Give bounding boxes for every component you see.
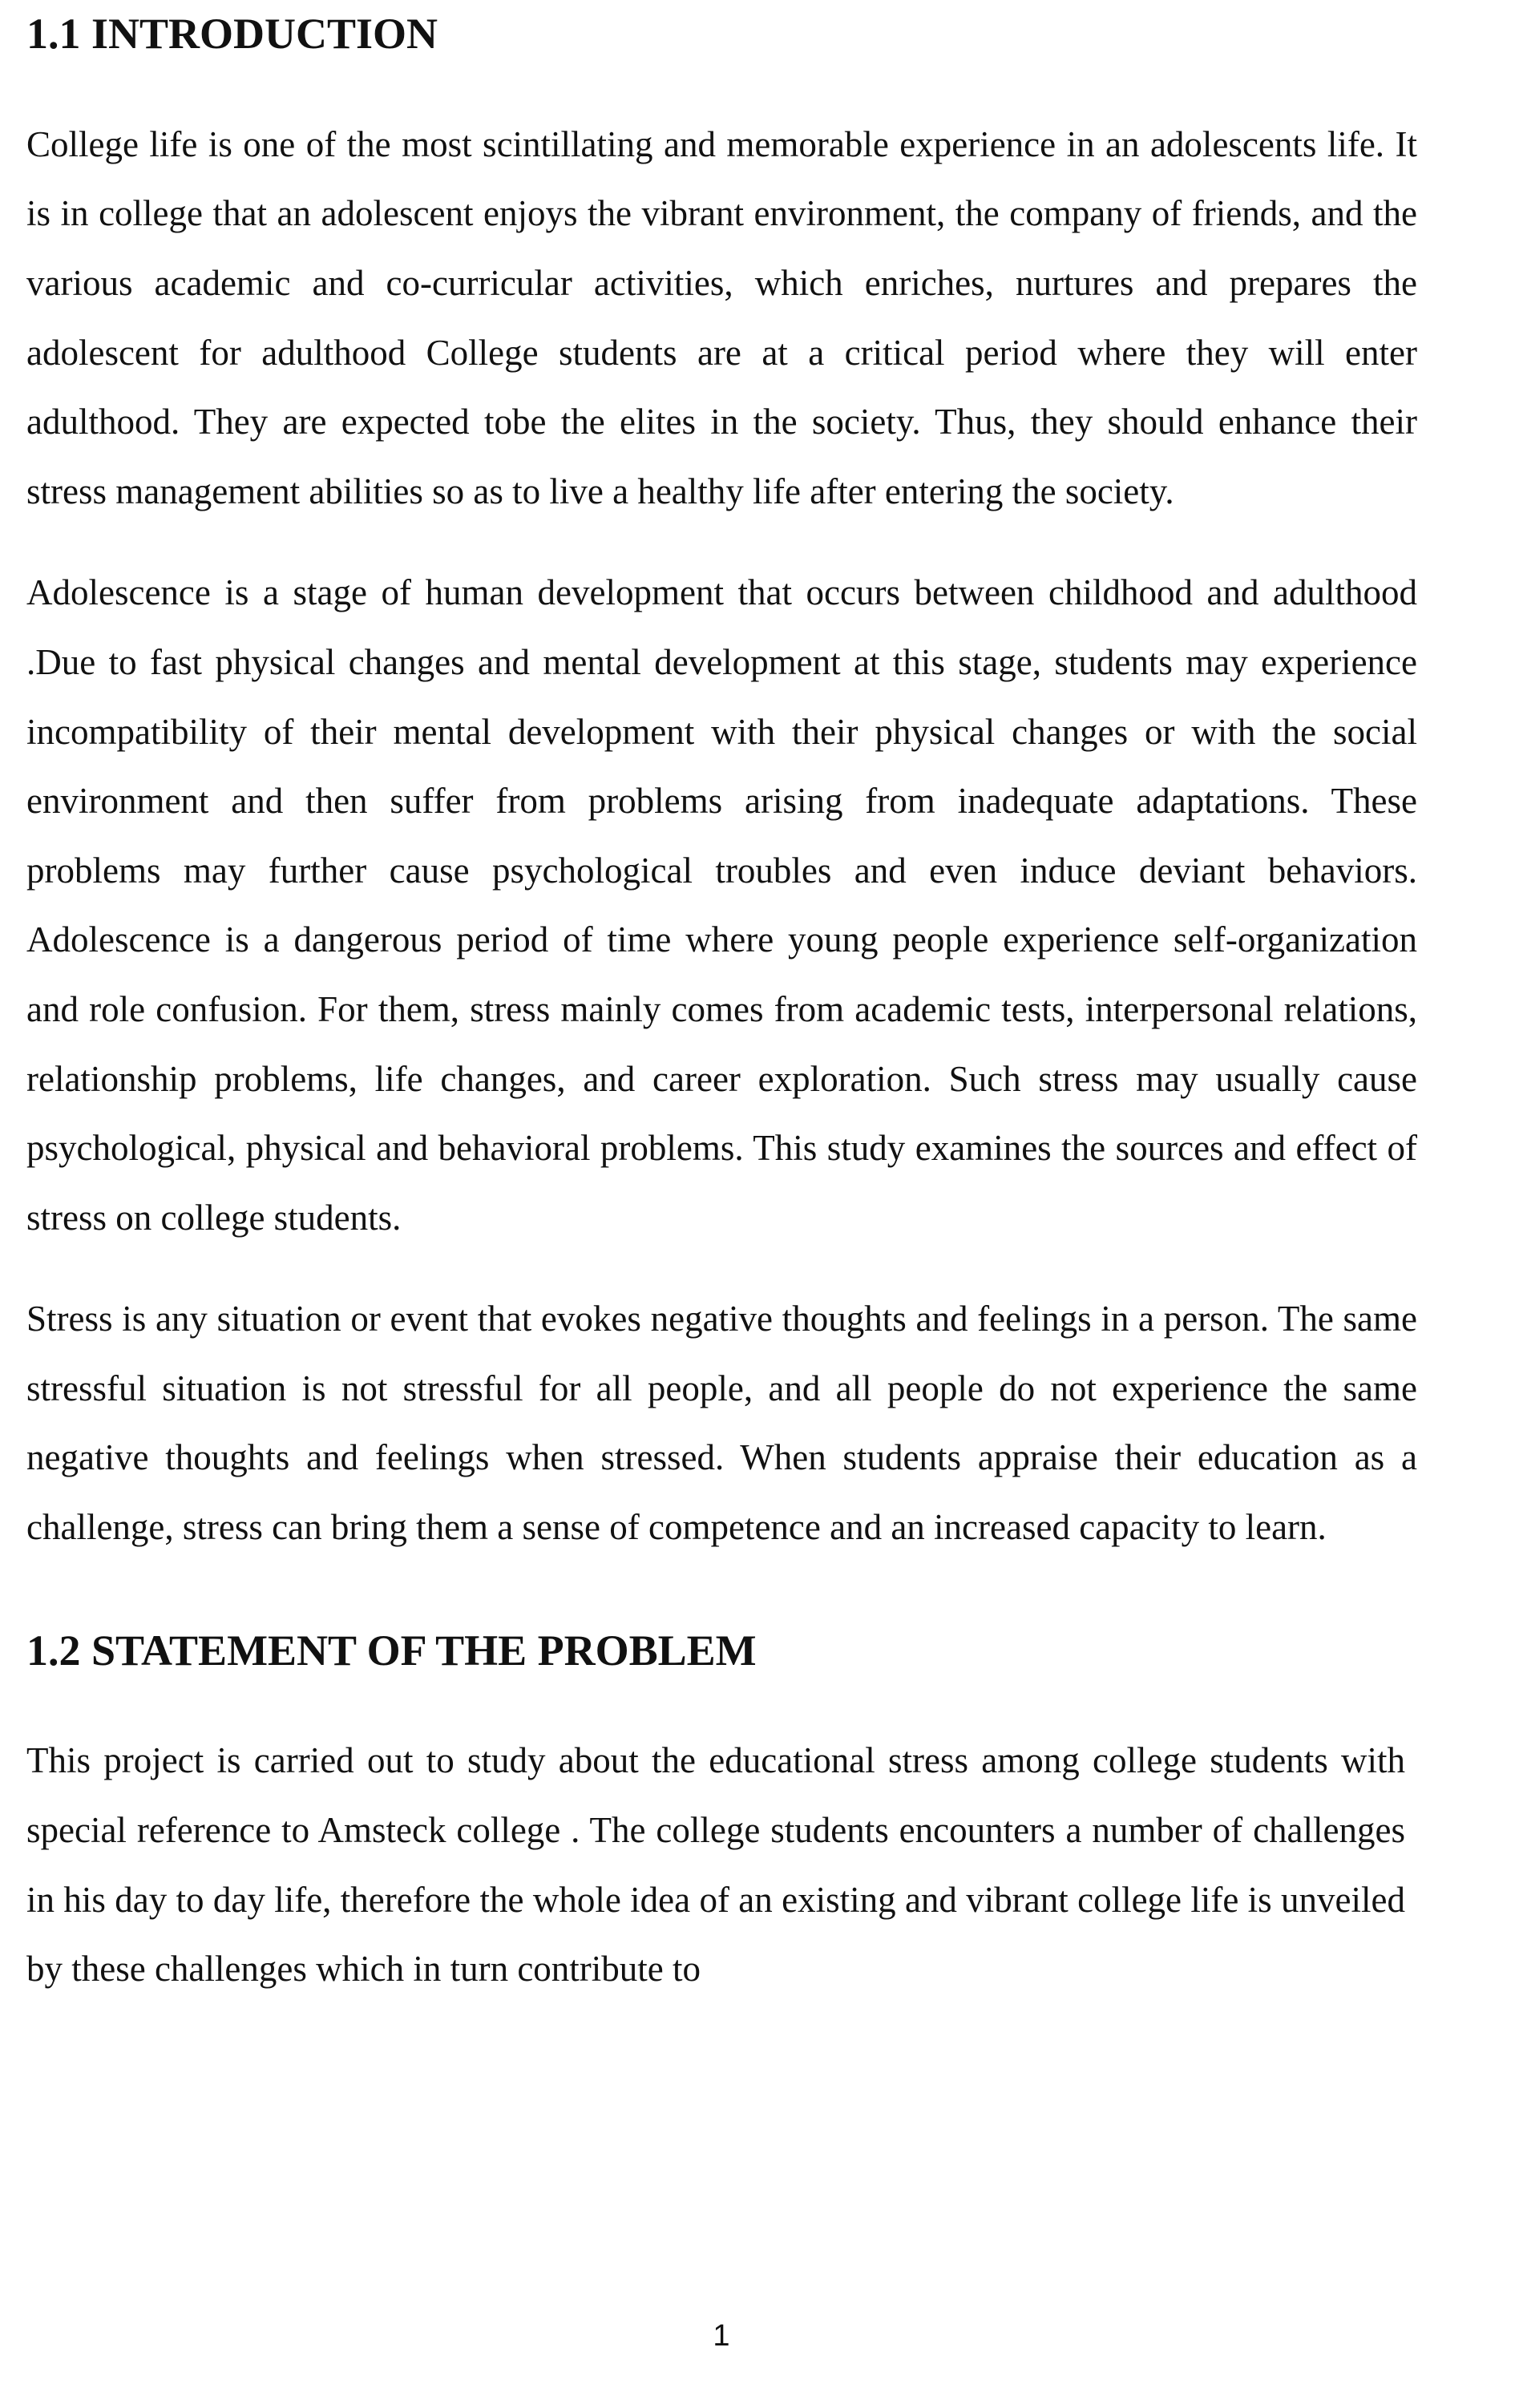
section-heading-statement-of-problem: 1.2 STATEMENT OF THE PROBLEM: [26, 1626, 757, 1675]
paragraph-intro-3: Stress is any situation or event that evokes negative thoughts and feelings in a person. The same stressful situation is not stressful for all people, and all people do not experience the same negative thoughts and feelings when stressed. When students appraise their education as a challenge, stress can bring them a sense of competence and an increased capacity to learn.: [26, 1299, 1417, 1548]
paragraph-intro-2: Adolescence is a stage of human development that occurs between childhood and adulthood .Due to fast physical changes and mental development at this stage, students may experience incompatibility of their mental development with their physical changes or with the social environment and then suffer from problems arising from inadequate adaptations. These problems may further cause psychological troubles and even induce deviant behaviors. Adolescence is a dangerous period of time where young people experience self-organization and role confusion. For them, stress mainly comes from academic tests, interpersonal relations, relationship problems, life changes, and career exploration. Such stress may usually cause psychological, physical and behavioral problems. This study examines the sources and effect of stress on college students.: [26, 572, 1417, 1238]
paragraph-intro-1: College life is one of the most scintillating and memorable experience in an adolescents life. It is in college that an adolescent enjoys the vibrant environment, the company of friends, and the various academic and co-curricular activities, which enriches, nurtures and prepares the adolescent for adulthood College students are at a critical period where they will enter adulthood. They are expected tobe the elites in the society. Thus, they should enhance their stress management abilities so as to live a healthy life after entering the society.: [26, 123, 1417, 511]
page-number: 1: [713, 2319, 730, 2353]
section-heading-introduction: 1.1 INTRODUCTION: [26, 10, 438, 58]
document-page: [26, 0, 1417, 2004]
paragraph-problem-1: This project is carried out to study about the educational stress among college students with special reference to Amsteck college . The college students encounters a number of challenges in his day to day life, therefore the whole idea of an existing and vibrant college life is unveiled by these challenges which in turn contribute to: [26, 1740, 1405, 1990]
